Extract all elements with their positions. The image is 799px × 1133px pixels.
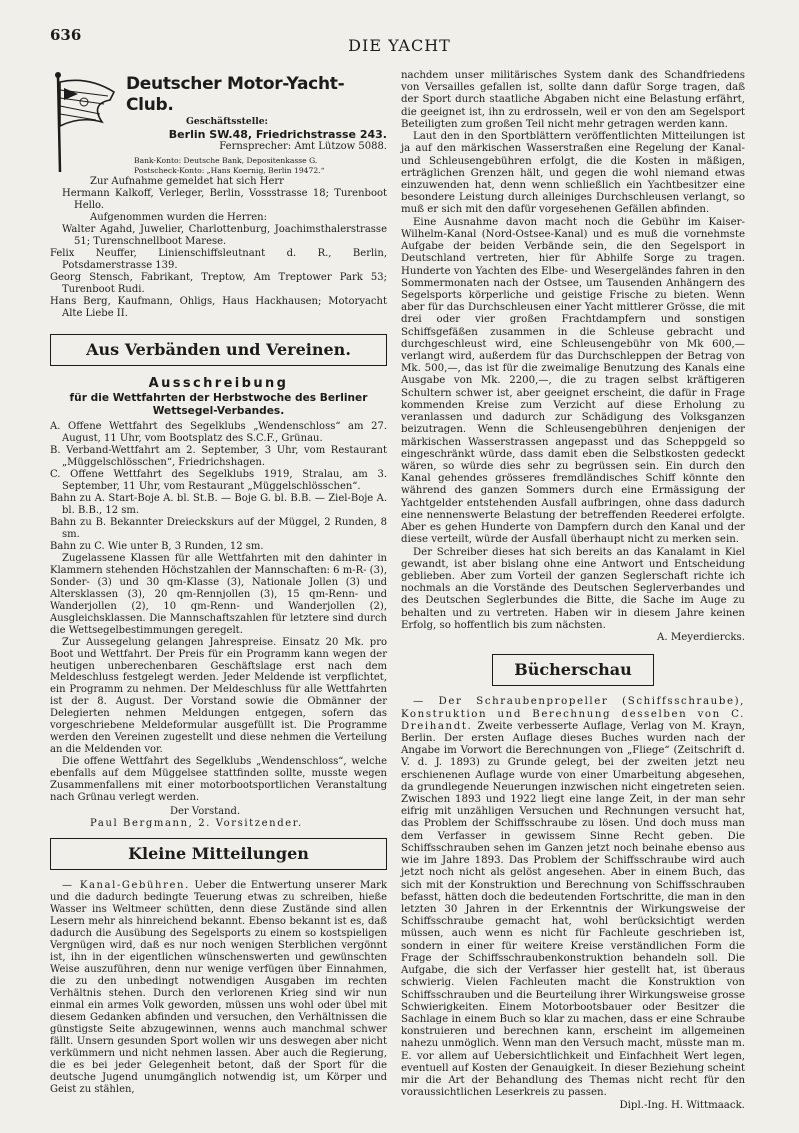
club-address: Berlin SW.48, Friedrichstrasse 243. bbox=[168, 127, 387, 141]
ausschreibung-paragraph: Zur Aussegelung gelangen Jahrespreise. Einsatz 20 Mk. pro Boot und Wettfahrt. Der Preis für ein Programm kann wegen der heutigen unberechenbaren Geschäftslage erst nach dem Meldeschluss festgelegt werden. Jeder Meldende ist verpflichtet, ein Programm zu nehmen. Der Meldeschluss für alle Wettfahrten ist der 8. August. Der Vorstand sowie die Obmänner der Delegierten nehmen Meldungen entgegen, sofern das vorgeschriebene Meldeformular ausgefüllt ist. Die Programme werden den Vereinen zugestellt und diese nehmen die Verteilung an die Meldenden vor. bbox=[50, 636, 387, 756]
ausschreibung-heading: Ausschreibung bbox=[148, 375, 289, 391]
club-bank: Bank-Konto: Deutsche Bank, Depositenkasse G. bbox=[134, 156, 318, 165]
kanal-lead: — Kanal-Gebühren. bbox=[62, 880, 190, 892]
club-postcheck: Postscheck-Konto: „Hans Koernig, Berlin 19472.“ bbox=[134, 165, 325, 175]
admitted-member: Georg Stensch, Fabrikant, Treptow, Am Treptower Park 53; Turenboot Rudi. bbox=[50, 271, 387, 295]
kanal-body: Ueber die Entwertung unserer Mark und die dadurch bedingte Teuerung etwas zu schreiben, hieße Wasser ins Weltmeer schütten, denn diese Zustände sind allen Lesern mehr als hinreichend bekannt. Ebenso bekannt ist es, daß dadurch die Ausübung des Segelsports zu einem so kostspieligen Vergnügen wird, daß es nur noch wenigen Sterblichen vergönnt ist, ihn in der eigentlichen wünschenswerten und gewünschten Weise auszuführen, denn nur wenige verfügen über Einnahmen, die zu den unbedingt notwendigen Ausgaben im rechten Verhältnis stehen. Durch den verlorenen Krieg sind wir nun einmal ein armes Volk geworden, müssen uns wohl oder übel mit diesem Gedanken abfinden und versuchen, den Verhältnissen die günstigste Seite abzugewinnen, wenns auch manchmal schwer fällt. Unsern gesunden Sport wollen wir uns deswegen aber nicht verkümmern und nicht nehmen lassen. Aber auch die Regierung, die es bei jeder Gelegenheit betont, daß der Sport für die deutsche Jugend unumgänglich notwendig ist, um Körper und Geist zu stählen, bbox=[50, 880, 388, 1096]
club-phone: Fernsprecher: Amt Lützow 5088. bbox=[219, 140, 387, 152]
club-name: Deutscher Motor-Yacht-Club. bbox=[126, 74, 345, 115]
ausschreibung-paragraph: Die offene Wettfahrt des Segelklubs „Wendenschloss“, welche ebenfalls auf dem Müggelsee stattfinden sollte, musste wegen Zusammenfallens mit einer motorbootsportlichen Veranstaltung nach Grünau verlegt werden. bbox=[50, 756, 387, 804]
course-item: Bahn zu A. Start-Boje A. bl. St.B. — Boje G. bl. B.B. — Ziel-Boje A. bl. B.B., 12 sm. bbox=[50, 492, 387, 516]
vorstand-signature: Paul Bergmann, 2. Vorsitzender. bbox=[90, 818, 303, 830]
kanal-signature: A. Meyerdiercks. bbox=[657, 632, 745, 644]
admitted-intro: Aufgenommen wurden die Herren: bbox=[90, 211, 267, 223]
book-lead: — Der Schraubenpropeller (Schiffsschraube), Konstruktion und Berechnung desselben von C. Dreihandt. bbox=[401, 696, 745, 732]
course-item: Bahn zu B. Bekannter Dreieckskurs auf der Müggel, 2 Runden, 8 sm. bbox=[50, 516, 387, 540]
course-item: Bahn zu C. Wie unter B, 3 Runden, 12 sm. bbox=[50, 540, 264, 552]
admitted-member: Felix Neuffer, Linienschiffsleutnant d. R., Berlin, Potsdamerstrasse 139. bbox=[50, 247, 387, 271]
race-list bbox=[50, 421, 387, 553]
kanal-paragraph: Der Schreiber dieses hat sich bereits an das Kanalamt in Kiel gewandt, ist aber bislang ohne eine Antwort und Entscheidung geblieben. Aber zum Vorteil der ganzen Seglerschaft richte ich nochmals an die Vorstände des Deutschen Seglerverbandes und des Deutschen Seglerbundes die Bitte, die Sache im Auge zu behalten und zu vertreten. Haben wir in diesem Jahre keinen Erfolg, so hoffentlich bis zum nächsten. bbox=[401, 546, 745, 631]
race-item: A. Offene Wettfahrt des Segelklubs „Wendenschloss“ am 27. August, 11 Uhr, vom Bootsplatz des S.C.F., Grünau. bbox=[50, 420, 387, 444]
running-head: DIE YACHT bbox=[348, 36, 451, 55]
kanal-paragraph: nachdem unser militärisches System dank des Schandfriedens von Versailles gefallen ist, sollte dann dafür Sorge tragen, daß der Sport durch staatliche Abgaben nicht eine Belastung erfährt, die geeignet ist, ihn zu erdrosseln, weil er von den am Segelsport Beteiligten zum großen Teil nicht mehr getragen werden kann. bbox=[401, 70, 745, 130]
ausschreibung-subheading: für die Wettfahrten der Herbstwoche des Berliner Wettsegel-Verbandes. bbox=[69, 391, 368, 417]
ausschreibung-paragraph: Zugelassene Klassen für alle Wettfahrten mit den dahinter in Klammern stehenden Höchstzahlen der Mannschaften: 6 m-R- (3), Sonder- (3) und 30 qm-Klasse (3), Nationale Jollen (3) und Altersklassen (3), 20 qm-Rennjollen (3), 15 qm-Renn- und Wanderjollen (2), 10 qm-Renn- und Wanderjollen (2), Ausgleichsklassen. Die Mannschaftszahlen für letztere sind durch die Wettsegelbestimmungen geregelt. bbox=[50, 552, 388, 636]
admitted-member: Walter Agahd, Juwelier, Charlottenburg, Joachimsthalerstrasse 51; Turenschnellboot Marese. bbox=[62, 223, 387, 247]
admission-name: Hermann Kalkoff, Verleger, Berlin, Vossstrasse 18; Turenboot Hello. bbox=[62, 187, 387, 211]
book-review: Zweite verbesserte Auflage, Verlag von M. Krayn, Berlin. Der ersten Auflage dieses Buches wurden nach der Angabe im Vorwort die Berechnungen von „Fliege“ (Zeitschrift d. V. d. J. 1893) zu Grunde gelegt, bei der zweiten jetzt neu erschienenen Auflage wurde von einer Umarbeitung abgesehen, da grundlegende Neuerungen inzwischen nicht eingetreten seien. Zwischen 1893 und 1922 liegt eine lange Zeit, in der man sehr eifrig mit unzähligen Versuchen und Rechnungen versucht hat, das Problem der Schiffsschraube zu lösen. Und doch muss man dem Verfasser in gewissem Sinne Recht geben. Die Schiffsschrauben sehen im Ganzen jetzt noch beinahe ebenso aus wie im Jahre 1893. Das Problem der Schiffsschraube wird auch jetzt noch nicht als gelöst angesehen. Aber in einem Buch, das sich mit der Konstruktion und Berechnung von Schiffsschrauben befasst, hätten doch die bedeutenden Fortschritte, die man in den letzten 30 Jahren in der Erkenntnis der Wirkungsweise der Schiffsschraube gemacht hat, wohl berücksichtigt werden müssen, auch wenn es nicht für Fachleute geschrieben ist, sondern in einer für weitere Kreise verständlichen Form die Frage der Schiffsschraubenkonstruktion behandeln soll. Die Aufgabe, die sich der Verfasser hier gestellt hat, ist überaus schwierig. Vielen Fachleuten macht die Konstruktion von Schiffsschrauben und die Beurteilung ihrer Wirkungsweise grosse Schwierigkeiten. Einem Motorbootsbauer oder Besitzer die Sachlage in einem Buch so klar zu machen, dass er eine Schraube konstruieren und berechnen kann, erscheint im allgemeinen nahezu unmöglich. Wenn man den Versuch macht, müsste man m. E. vor allem auf Uebersichtlichkeit und Einfachheit Wert legen, eventuell auf Kosten der Genauigkeit. In dieser Beziehung scheint mir die Art der Behandlung des Themas nicht recht für den voraussichtlichen Leserkreis zu passen. bbox=[401, 720, 745, 1099]
club-office-label: Geschäftsstelle: bbox=[186, 116, 268, 127]
section-title-mitteilungen: Kleine Mitteilungen bbox=[50, 838, 387, 870]
club-flag-icon bbox=[50, 70, 118, 174]
kanal-paragraph: Eine Ausnahme davon macht noch die Gebühr im Kaiser-Wilhelm-Kanal (Nord-Ostsee-Kanal) und es muß die vornehmste Aufgabe der beiden Verbände sein, die den Segelsport in Deutschland vertreten, hier für Abhilfe Sorge zu tragen. Hunderte von Yachten des Elbe- und Wesergeländes fahren in den Sommermonaten nach der Ostsee, um Tausenden Anhängern des Segelsports körperliche und geistige Frische zu bieten. Wenn aber für das Durchschleusen einer Yacht mittlerer Grösse, die mit drei oder vier großen Frachtdampfern und sonstigen Schiffsgefäßen zusammen in die Schleuse gebracht und durchgeschleust wird, eine Schleusengebühr von Mk 600,— verlangt wird, außerdem für das Durchschleppen der Betrag von Mk. 500,—, das ist für die zweimalige Benutzung des Kanals eine Ausgabe von Mk. 2200,—, die zu tragen selbst kräftigeren Schultern schwer ist, aber geeignet erscheint, die dafür in Frage kommenden Kreise zum Verzicht auf diese Erholung zu veranlassen und dadurch zur Schädigung des Volksganzen beizutragen. Wenn die Schleusengebühren denjenigen der märkischen Wasserstrassen angepasst und das Scheppgeld so eingeschränkt würde, dass damit eben die Selbstkosten gedeckt wären, so würde dies sehr zu begrüssen sein. Ein durch den Kanal gehendes grösseres fremdländisches Schiff könnte den während des ganzen Sommers durch eine Ermässigung der Yachtgelder entstehenden Ausfall aufbringen, ohne dass dadurch eine nennenswerte Belastung der betreffenden Reederei erfolgte. Aber es gehen Hunderte von Dampfern durch den Kanal und der diese verteilt, würde der Ausfall überhaupt nicht zu merken sein. bbox=[401, 216, 745, 546]
vorstand-signoff: Der Vorstand. bbox=[170, 806, 241, 818]
race-item: B. Verband-Wettfahrt am 2. September, 3 Uhr, vom Restaurant „Müggelschlösschen“, Friedrichshagen. bbox=[50, 444, 387, 468]
kanal-paragraph: Laut den in den Sportblättern veröffentlichten Mitteilungen ist ja auf den märkischen Wasserstraßen eine Regelung der Kanal- und Schleusengebühren erfolgt, die die Kosten in mäßigen, erträglichen Grenzen hält, und gegen die wohl niemand etwas einzuwenden hat, denn wenn schließlich ein Yachtbesitzer eine besondere Leistung durch alleiniges Durchschleusen verlangt, so muß er sich mit den dafür vorgesehenen Gefällen abfinden. bbox=[401, 131, 745, 216]
race-item: C. Offene Wettfahrt des Segelklubs 1919, Stralau, am 3. September, 11 Uhr, vom Restaurant „Müggelschlösschen“. bbox=[50, 468, 387, 492]
admitted-member: Hans Berg, Kaufmann, Ohligs, Haus Hackhausen; Motoryacht Alte Liebe II. bbox=[50, 295, 387, 319]
left-column bbox=[50, 70, 387, 1096]
section-title-verbaende: Aus Verbänden und Vereinen. bbox=[50, 334, 387, 366]
section-title-buecherschau: Bücherschau bbox=[492, 654, 654, 686]
club-masthead bbox=[50, 70, 387, 174]
right-column bbox=[401, 70, 745, 1112]
admission-intro: Zur Aufnahme gemeldet hat sich Herr bbox=[90, 176, 284, 187]
membership-notice bbox=[50, 176, 387, 320]
book-signature: Dipl.-Ing. H. Wittmaack. bbox=[619, 1099, 745, 1111]
page-number: 636 bbox=[50, 26, 82, 44]
